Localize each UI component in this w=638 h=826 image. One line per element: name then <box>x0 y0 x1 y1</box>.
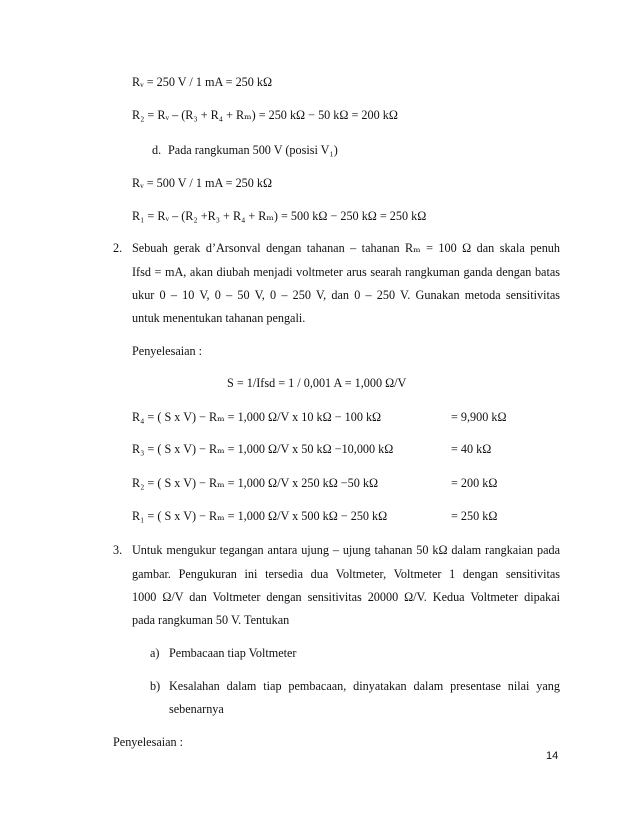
question-3-line: pada rangkuman 50 V. Tentukan <box>132 613 290 627</box>
r4-result: = 9,900 kΩ <box>451 410 507 424</box>
question-3-line: gambar. Pengukuran ini tersedia dua Voltmeter, Voltmeter 1 dengan sensitivitas <box>132 567 560 581</box>
sensitivity-formula: S = 1/Ifsd = 1 / 0,001 A = 1,000 Ω/V <box>227 376 407 390</box>
r2-calculation: R₂ = ( S x V) − Rₘ = 1,000 Ω/V x 250 kΩ −50 kΩ <box>132 476 379 490</box>
penyelesaian-label: Penyelesaian : <box>132 344 203 358</box>
question-2-number: 2. <box>113 241 123 255</box>
item-d-label: d. <box>152 143 162 157</box>
rv-250-equation: Rᵥ = 250 V / 1 mA = 250 kΩ <box>132 75 273 89</box>
question-2-line: untuk menentukan tahanan pengali. <box>132 311 306 325</box>
question-2-line: Ifsd = mA, akan diubah menjadi voltmeter arus searah rangkuman ganda dengan batas <box>132 265 560 279</box>
item-b-label: b) <box>150 679 161 693</box>
item-a-text: Pembacaan tiap Voltmeter <box>169 646 297 660</box>
r4-calculation: R₄ = ( S x V) − Rₘ = 1,000 Ω/V x 10 kΩ − 100 kΩ <box>132 410 382 424</box>
question-2-line: ukur 0 – 10 V, 0 – 50 V, 0 – 250 V, dan 0 – 250 V. Gunakan metoda sensitivitas <box>132 288 560 302</box>
item-d-text: Pada rangkuman 500 V (posisi V₁) <box>168 143 338 157</box>
item-b-line: sebenarnya <box>169 702 224 716</box>
question-3-line: Untuk mengukur tegangan antara ujung – ujung tahanan 50 kΩ dalam rangkaian pada <box>132 543 560 557</box>
page-number: 14 <box>546 750 559 762</box>
r3-result: = 40 kΩ <box>451 442 492 456</box>
r1-calculation: R₁ = ( S x V) − Rₘ = 1,000 Ω/V x 500 kΩ − 250 kΩ <box>132 509 388 523</box>
rv-500-equation: Rᵥ = 500 V / 1 mA = 250 kΩ <box>132 176 273 190</box>
penyelesaian-label: Penyelesaian : <box>113 735 184 749</box>
r2-equation: R₂ = Rᵥ – (R₃ + R₄ + Rₘ) = 250 kΩ − 50 kΩ = 200 kΩ <box>132 108 398 122</box>
item-a-label: a) <box>150 646 160 660</box>
question-3-number: 3. <box>113 543 123 557</box>
question-2-line: Sebuah gerak d’Arsonval dengan tahanan – tahanan Rₘ = 100 Ω dan skala penuh <box>132 241 560 255</box>
question-3-line: 1000 Ω/V dan Voltmeter dengan sensitivitas 20000 Ω/V. Kedua Voltmeter dipakai <box>132 590 560 604</box>
r1-equation: R₁ = Rᵥ – (R₂ +R₃ + R₄ + Rₘ) = 500 kΩ − 250 kΩ = 250 kΩ <box>132 209 427 223</box>
r2-result: = 200 kΩ <box>451 476 498 490</box>
r3-calculation: R₃ = ( S x V) − Rₘ = 1,000 Ω/V x 50 kΩ −10,000 kΩ <box>132 442 394 456</box>
item-b-line: Kesalahan dalam tiap pembacaan, dinyatakan dalam presentase nilai yang <box>169 679 560 693</box>
r1-result: = 250 kΩ <box>451 509 498 523</box>
